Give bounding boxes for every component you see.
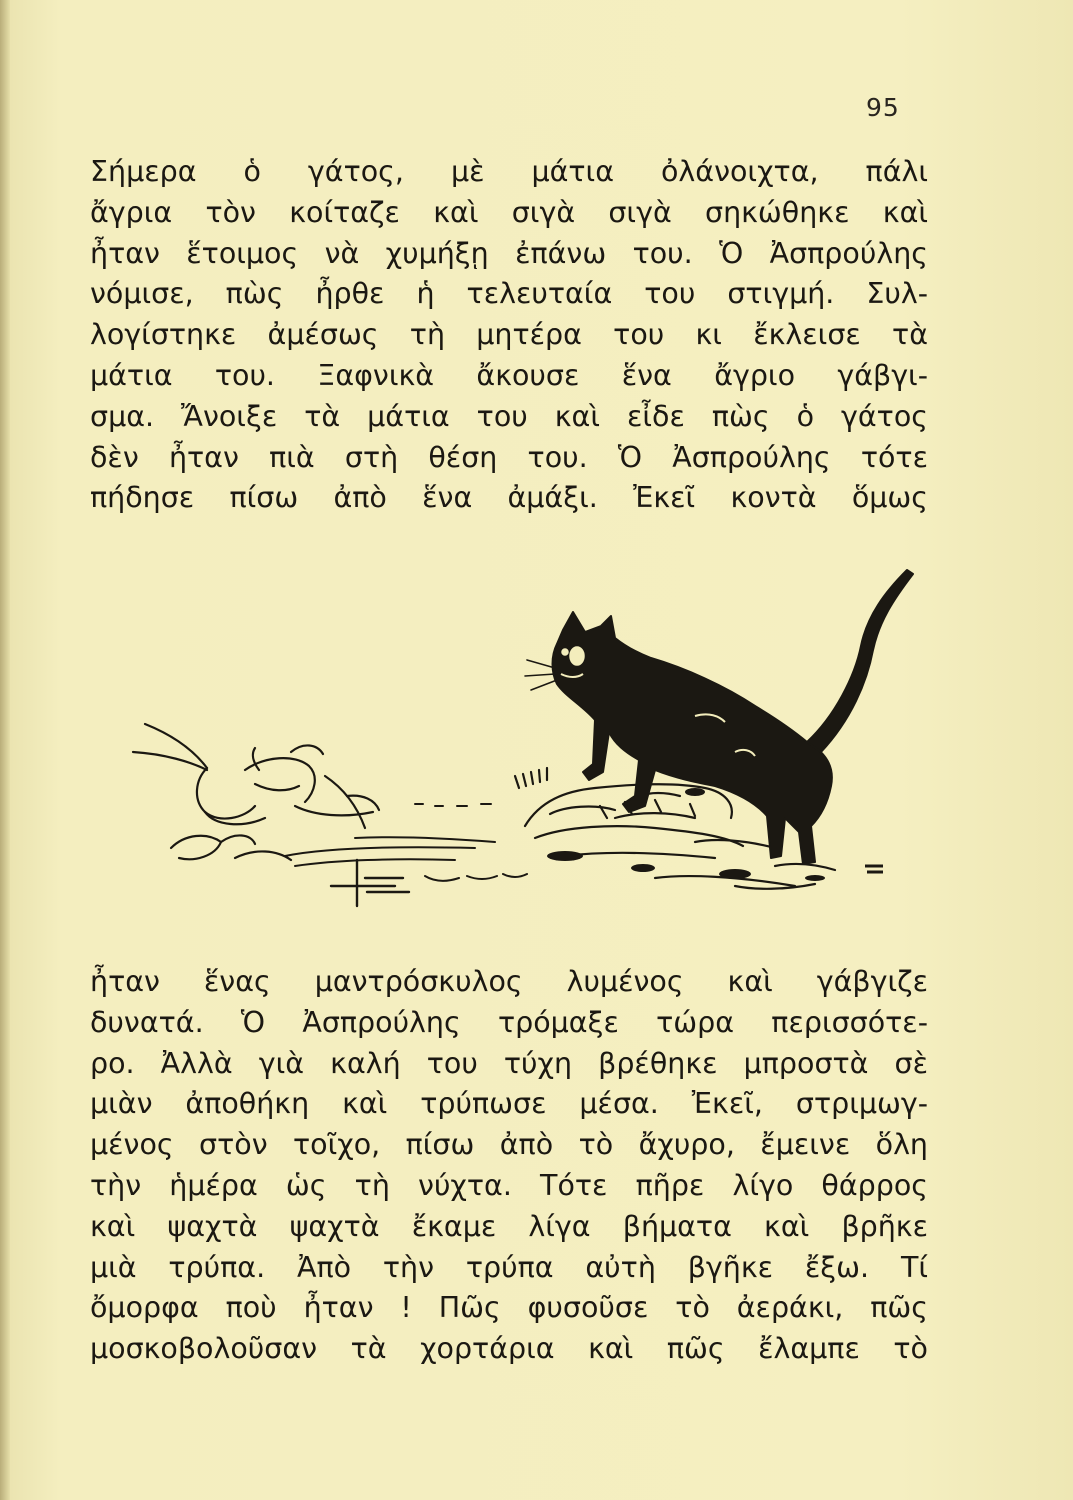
rock-shading <box>547 788 883 881</box>
text-line: μάτια του. Ξαφνικὰ ἄκουσε ἕνα ἄγριο γάβγι- <box>90 358 928 392</box>
ground-mark <box>331 860 409 906</box>
text-line: σμα. Ἄνοιξε τὰ μάτια του καὶ εἶδε πὼς ὁ γάτος <box>90 399 928 433</box>
text-line: μένος στὸν τοῖχο, πίσω ἀπὸ τὸ ἄχυρο, ἔμεινε ὅλη <box>90 1128 928 1162</box>
text-line: Σήμερα ὁ γάτος, μὲ μάτια ὀλάνοιχτα, πάλι <box>90 155 928 188</box>
cat-and-rabbit-illustration-icon <box>95 556 925 916</box>
motion-lines <box>285 804 527 881</box>
text-line: ἦταν ἕτοιμος νὰ χυμήξῃ ἐπάνω του. Ὁ Ἀσπρούλης <box>90 236 928 270</box>
text-line: τὴν ἡμέρα ὡς τὴ νύχτα. Τότε πῆρε λίγο θάρρος <box>90 1168 928 1202</box>
paragraph-bottom <box>90 962 928 1370</box>
text-line: ἄγρια τὸν κοίταζε καὶ σιγὰ σιγὰ σηκώθηκε καὶ <box>90 195 928 229</box>
page-number: 95 <box>866 93 900 122</box>
cat-drawing <box>553 570 914 864</box>
text-line: ὄμορφα ποὺ ἦταν ! Πῶς φυσοῦσε τὸ ἀεράκι, πῶς <box>90 1291 928 1325</box>
text-line: λογίστηκε ἀμέσως τὴ μητέρα του κι ἔκλεισε τὰ <box>90 318 928 352</box>
rabbit-drawing <box>133 724 379 860</box>
paragraph-top <box>90 152 928 519</box>
text-line: πήδησε πίσω ἀπὸ ἕνα ἀμάξι. Ἐκεῖ κοντὰ ὅμως <box>90 481 928 515</box>
text-line: δυνατά. Ὁ Ἀσπρούλης τρόμαξε τώρα περισσότε- <box>90 1005 928 1039</box>
page-binding-edge <box>0 0 10 1500</box>
text-line: μοσκοβολοῦσαν τὰ χορτάρια καὶ πῶς ἔλαμπε τὸ <box>90 1332 928 1366</box>
text-line: νόμισε, πὼς ἦρθε ἡ τελευταία του στιγμή. Συλ- <box>90 277 928 311</box>
text-line: ρο. Ἀλλὰ γιὰ καλή του τύχη βρέθηκε μπροστὰ σὲ <box>90 1046 928 1080</box>
text-line: μιὰν ἀποθήκη καὶ τρύπωσε μέσα. Ἐκεῖ, στριμωγ- <box>90 1087 928 1121</box>
text-line: καὶ ψαχτὰ ψαχτὰ ἔκαμε λίγα βήματα καὶ βρῆκε <box>90 1209 928 1243</box>
text-line: δὲν ἦταν πιὰ στὴ θέση του. Ὁ Ἀσπρούλης τότε <box>90 440 928 474</box>
text-line: ἦταν ἕνας μαντρόσκυλος λυμένος καὶ γάβγιζε <box>90 965 928 998</box>
text-line: μιὰ τρύπα. Ἀπὸ τὴν τρύπα αὐτὴ βγῆκε ἔξω. Τί <box>90 1250 928 1284</box>
